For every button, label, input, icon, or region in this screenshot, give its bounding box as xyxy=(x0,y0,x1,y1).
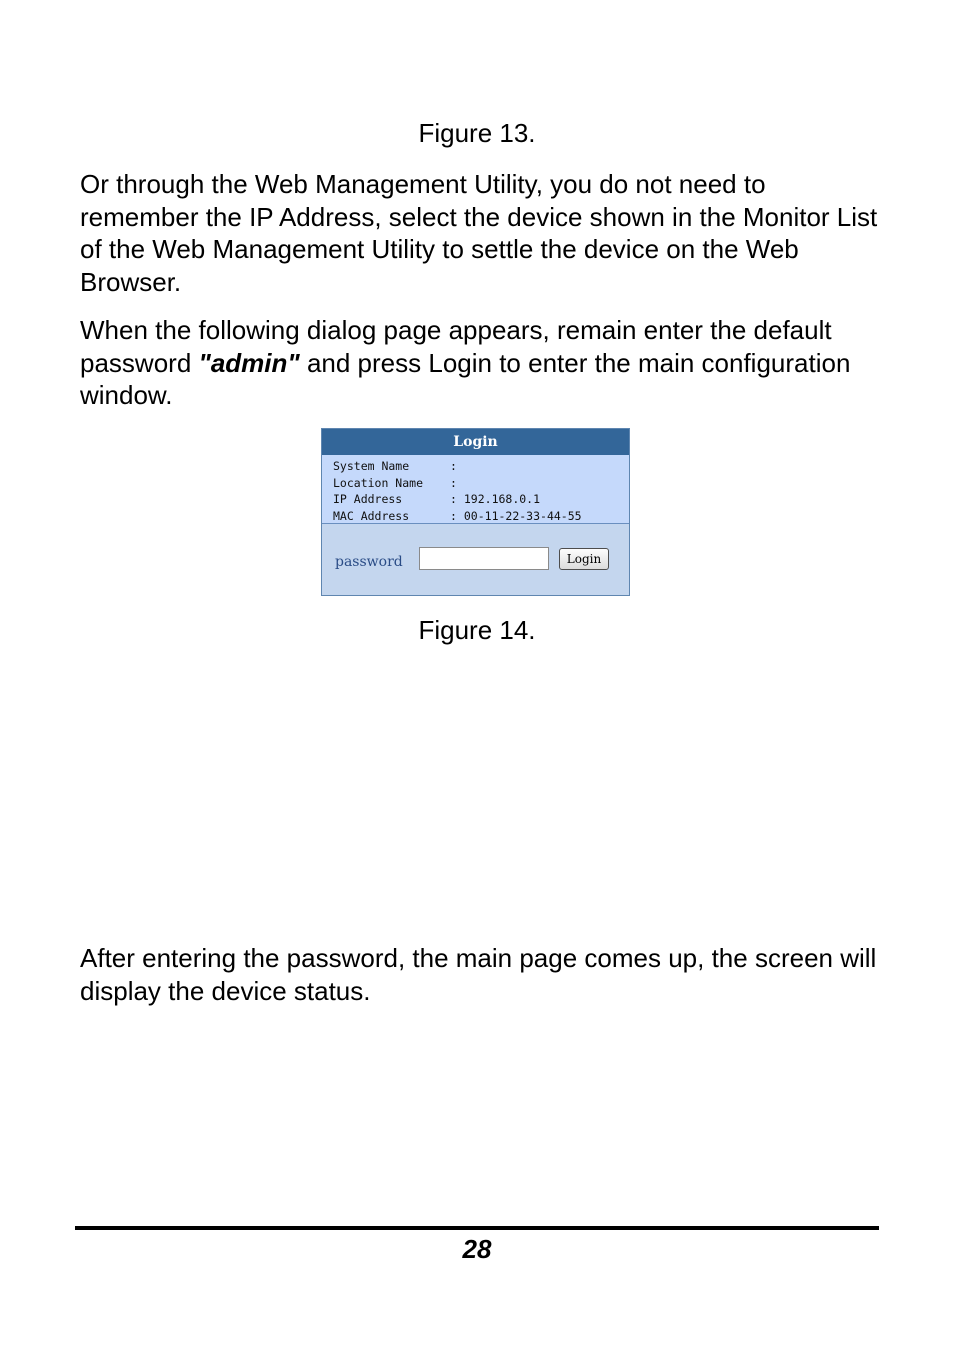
info-separator: : xyxy=(450,508,457,523)
password-input[interactable] xyxy=(419,547,549,570)
default-password-text: "admin" xyxy=(198,347,300,378)
info-row-location-name xyxy=(333,475,629,492)
info-row-mac-address xyxy=(333,508,629,525)
info-label: Location Name xyxy=(333,475,424,490)
info-label: MAC Address xyxy=(333,508,410,523)
info-label: System Name xyxy=(333,459,410,473)
figure-13-caption: Figure 13. xyxy=(418,118,536,148)
figure-14-caption: Figure 14. xyxy=(418,615,536,645)
paragraph-login-instructions xyxy=(80,314,880,412)
paragraph-text: and press Login to enter the main configuration window. xyxy=(80,347,851,410)
login-dialog-title: Login xyxy=(322,429,629,455)
paragraph-web-utility: Or through the Web Management Utility, you do not need to remember the IP Address, select the device shown in the Monitor List of the Web Management Utility to settle the device on the Web Browser. xyxy=(80,169,878,297)
password-label: password xyxy=(335,554,403,570)
info-value: 00-11-22-33-44-55 xyxy=(463,508,582,523)
info-row-ip-address xyxy=(333,491,629,508)
paragraph-text: When the following dialog page appears, remain enter the default password xyxy=(80,315,832,378)
info-value: 192.168.0.1 xyxy=(463,492,541,506)
login-form xyxy=(322,524,629,596)
login-button[interactable]: Login xyxy=(559,548,609,570)
info-separator: : xyxy=(450,475,457,490)
paragraph-after-login: After entering the password, the main page comes up, the screen will display the device status. xyxy=(80,943,877,1006)
footer-divider xyxy=(75,1226,879,1230)
info-row-system-name xyxy=(333,458,629,475)
device-info-panel xyxy=(322,455,629,524)
info-label: IP Address xyxy=(333,492,403,506)
login-dialog xyxy=(321,428,630,596)
info-separator: : xyxy=(450,459,457,473)
info-separator: : xyxy=(450,492,457,506)
page-number: 28 xyxy=(462,1234,492,1264)
